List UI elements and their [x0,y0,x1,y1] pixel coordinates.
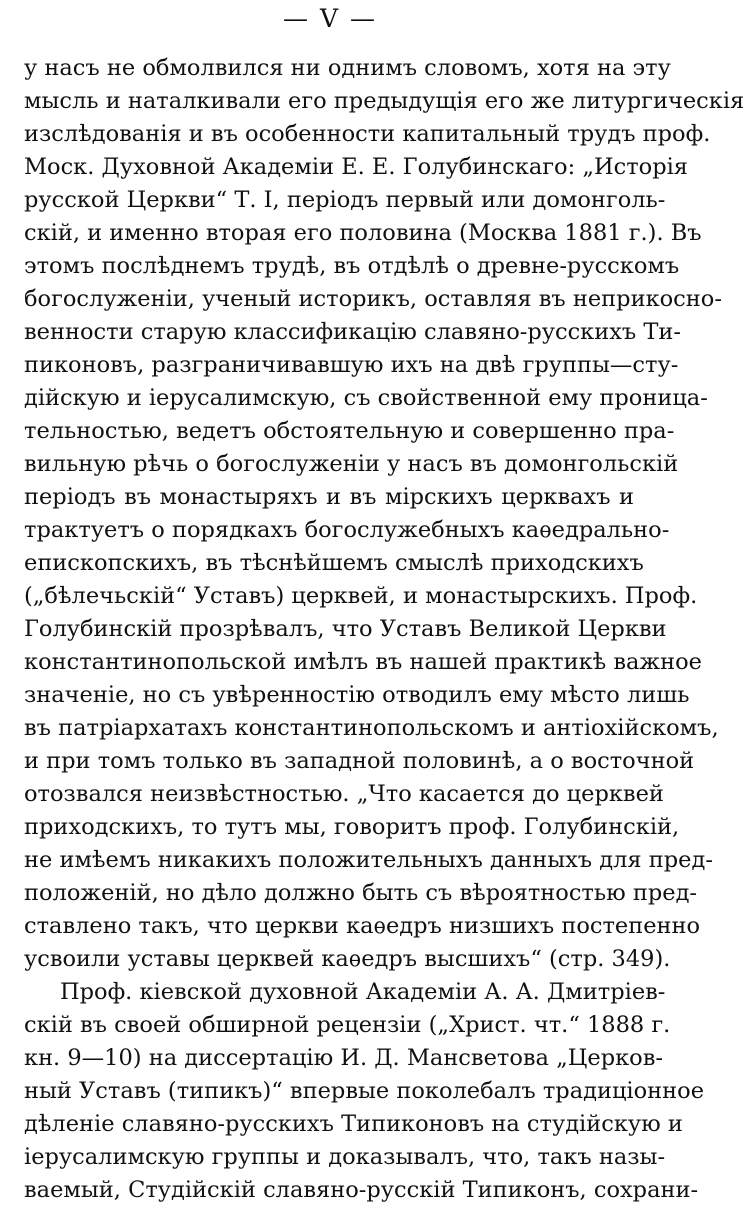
text-line: Моск. Духовной Академіи Е. Е. Голубинскаго: „Исторія [24,154,688,180]
paragraph [24,976,705,1207]
text-line: и при томъ только въ западной половинѣ, а о восточной [24,748,695,774]
text-line: значеніе, но съ увѣренностію отводилъ ему мѣсто лишь [24,682,690,708]
text-line: положеній, но дѣло должно быть съ вѣроятностью пред- [24,880,698,906]
text-line: мысль и наталкивали его предыдущія его же литургическія [24,88,744,114]
text-line: этомъ послѣднемъ трудѣ, въ отдѣлѣ о древне-русскомъ [24,253,680,279]
text-line: приходскихъ, то тутъ мы, говоритъ проф. Голубинскій, [24,814,680,840]
text-line: ный Уставъ (типикъ)“ впервые поколебалъ традиціонное [24,1078,705,1104]
text-line: скій, и именно вторая его половина (Москва 1881 г.). Въ [24,220,702,246]
text-line: въ патріархатахъ константинопольскомъ и антіохійскомъ, [24,715,719,741]
text-line: ставлено такъ, что церкви каѳедръ низшихъ постепенно [24,913,701,939]
text-line: іерусалимскую группы и доказывалъ, что, такъ назы- [24,1144,666,1170]
text-line: Голубинскій прозрѣвалъ, что Уставъ Великой Церкви [24,616,667,642]
text-line: не имѣемъ никакихъ положительныхъ данныхъ для пред- [24,847,713,873]
text-line: („бѣлечьскій“ Уставъ) церквей, и монастырскихъ. Проф. [24,583,698,609]
text-line: русской Церкви“ Т. I, періодъ первый или домонголь- [24,187,666,213]
paragraph [24,52,744,976]
text-line: богослуженіи, ученый историкъ, оставляя въ неприкосно- [24,286,722,312]
text-line: усвоили уставы церквей каѳедръ высшихъ“ (стр. 349). [24,946,671,972]
text-line: вильную рѣчь о богослуженіи у насъ въ домонгольскій [24,451,679,477]
text-line: Проф. кіевской духовной Академіи А. А. Дмитріев- [60,979,666,1005]
page-number: — V — [283,4,377,33]
text-line: дѣленіе славяно-русскихъ Типиконовъ на студійскую и [24,1111,683,1137]
text-line: скій въ своей обширной рецензіи („Христ. чт.“ 1888 г. [24,1012,671,1038]
text-line: отозвался неизвѣстностью. „Что касается до церквей [24,781,664,807]
text-line: епископскихъ, въ тѣснѣйшемъ смыслѣ приходскихъ [24,550,644,576]
text-line: ваемый, Студійскій славяно-русскій Типиконъ, сохрани- [24,1177,699,1203]
text-line: періодъ въ монастыряхъ и въ мірскихъ церквахъ и [24,484,634,510]
text-line: дійскую и іерусалимскую, съ свойственной ему проница- [24,385,708,411]
text-line: у насъ не обмолвился ни однимъ словомъ, хотя на эту [24,55,671,81]
text-line: константинопольской имѣлъ въ нашей практикѣ важное [24,649,702,675]
text-line: трактуетъ о порядкахъ богослужебныхъ каѳедрально- [24,517,670,543]
text-line: тельностью, ведетъ обстоятельную и совершенно пра- [24,418,675,444]
text-line: изслѣдованія и въ особенности капитальный трудъ проф. [24,121,711,147]
text-line: пиконовъ, разграничивавшую ихъ на двѣ группы—сту- [24,352,679,378]
text-line: венности старую классификацію славяно-русскихъ Ти- [24,319,682,345]
text-line: кн. 9—10) на диссертацію И. Д. Мансветова „Церков- [24,1045,663,1071]
